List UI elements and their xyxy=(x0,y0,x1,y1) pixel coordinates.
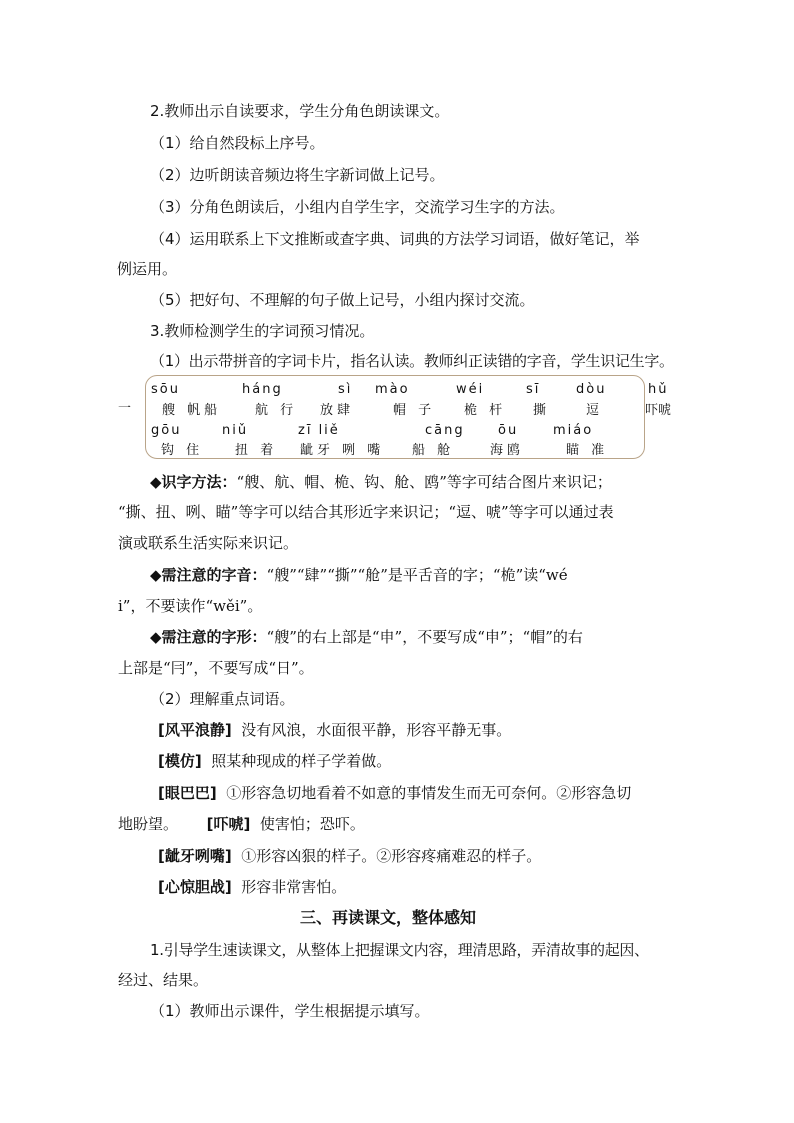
vocab-item xyxy=(158,877,346,897)
method-text-2: “撕、扭、咧、瞄”等字可以结合其形近字来识记；“逗、唬”等字可以通过表 xyxy=(118,503,614,521)
pron-heading: ◆需注意的字音： xyxy=(150,566,267,584)
section-para-1b: 经过、结果。 xyxy=(118,971,209,989)
section-para-1a: 1.引导学生速读课文，从整体上把握课文内容，理清思路，弄清故事的起因、 xyxy=(150,941,649,959)
method-heading: ◆识字方法： xyxy=(150,473,237,491)
word: 航 行 xyxy=(255,403,298,418)
vocab-item xyxy=(158,751,391,771)
vocab-definition: 形容非常害怕。 xyxy=(241,878,347,896)
pinyin: zī liě xyxy=(298,423,340,438)
vocab-definition-cont: 地盼望。 xyxy=(118,815,179,833)
vocab-item xyxy=(158,846,541,866)
form-line-1 xyxy=(150,627,583,647)
word: 船 舱 xyxy=(412,443,455,458)
pinyin: cāng xyxy=(425,423,465,438)
line-step-1: （1）给自然段标上序号。 xyxy=(150,134,325,152)
pinyin: niǔ xyxy=(222,423,249,438)
pinyin: miáo xyxy=(553,423,594,438)
line-step-4b: 例运用。 xyxy=(117,260,178,278)
line-step-3: （3）分角色朗读后，小组内自学生字，交流学习生字的方法。 xyxy=(150,198,565,216)
pinyin: ōu xyxy=(498,423,519,438)
method-line-1 xyxy=(150,472,612,492)
vocab-definition: ①形容急切地看着不如意的事情发生而无可奈何。②形容急切 xyxy=(226,784,632,802)
line-step-2: （2）边听朗读音频边将生字新词做上记号。 xyxy=(150,166,445,184)
pinyin: wéi xyxy=(456,382,485,397)
vocab-definition: 使害怕；恐吓。 xyxy=(259,815,365,833)
pinyin: sōu xyxy=(151,382,180,397)
word: 扭 着 xyxy=(235,443,278,458)
vocab-term: [模仿] xyxy=(158,752,202,770)
line-step-5: （5）把好句、不理解的句子做上记号，小组内探讨交流。 xyxy=(150,291,535,309)
pron-line-1 xyxy=(150,565,568,585)
pinyin: sì xyxy=(338,382,353,397)
section-para-2: （1）教师出示课件，学生根据提示填写。 xyxy=(150,1002,430,1020)
vocab-item xyxy=(158,783,631,803)
word: 吓唬 xyxy=(645,403,672,418)
pron-text-1: “艘”“肆”“撕”“舱”是平舌音的字；“桅”读“wé xyxy=(266,566,568,584)
pinyin: gōu xyxy=(151,423,182,438)
line-step-4a: （4）运用联系上下文推断或查字典、词典的方法学习词语，做好笔记，举 xyxy=(150,230,640,248)
pinyin: dòu xyxy=(576,382,607,397)
vocab-term: [眼巴巴] xyxy=(158,784,217,802)
method-text-1: “艘、航、帽、桅、钩、舱、鸥”等字可结合图片来识记； xyxy=(236,473,612,491)
pron-text-2: i”，不要读作“wěi”。 xyxy=(118,597,263,615)
word: 放肆 xyxy=(320,403,355,418)
vocab-term: [心惊胆战] xyxy=(158,878,232,896)
vocab-definition: ①形容凶狠的样子。②形容疼痛难忍的样子。 xyxy=(241,847,542,865)
vocab-item xyxy=(118,814,365,834)
form-text-2: 上部是“冃”，不要写成“日”。 xyxy=(118,659,314,677)
word: 撕 xyxy=(533,403,551,418)
method-text-3: 演或联系生活实际来识记。 xyxy=(118,534,299,552)
pinyin: sī xyxy=(526,382,541,397)
word: 逗 xyxy=(586,403,604,418)
line-instruction-3: 3.教师检测学生的字词预习情况。 xyxy=(150,322,375,340)
word: 瞄 准 xyxy=(566,443,609,458)
section-heading: 三、再读课文，整体感知 xyxy=(300,908,477,927)
pinyin: hǔ xyxy=(648,382,669,397)
line-card-intro: （1）出示带拼音的字词卡片，指名认读。教师纠正读错的字音，学生识记生字。 xyxy=(150,352,674,370)
pinyin: mào xyxy=(375,382,410,397)
form-text-1: “艘”的右上部是“申”，不要写成“申”；“帽”的右 xyxy=(266,628,583,646)
word: 桅 杆 xyxy=(464,403,507,418)
word: 钩 住 xyxy=(161,443,204,458)
word: 龇牙 咧 嘴 xyxy=(300,443,385,458)
vocab-term: [风平浪静] xyxy=(158,721,232,739)
vocab-term: [龇牙咧嘴] xyxy=(158,847,232,865)
word: 艘 帆船 xyxy=(162,403,222,418)
form-heading: ◆需注意的字形： xyxy=(150,628,267,646)
word-card-dash: 一 xyxy=(118,401,136,416)
line-instruction-2: 2.教师出示自读要求，学生分角色朗读课文。 xyxy=(150,102,450,120)
word: 海鸥 xyxy=(490,443,525,458)
vocab-definition: 没有风浪，水面很平静，形容平静无事。 xyxy=(241,721,512,739)
vocab-intro: （2）理解重点词语。 xyxy=(150,690,295,708)
vocab-definition: 照某种现成的样子学着做。 xyxy=(211,752,392,770)
word: 帽 子 xyxy=(393,403,436,418)
pinyin: háng xyxy=(242,382,283,397)
vocab-term: [吓唬] xyxy=(206,815,251,833)
vocab-item xyxy=(158,720,511,740)
